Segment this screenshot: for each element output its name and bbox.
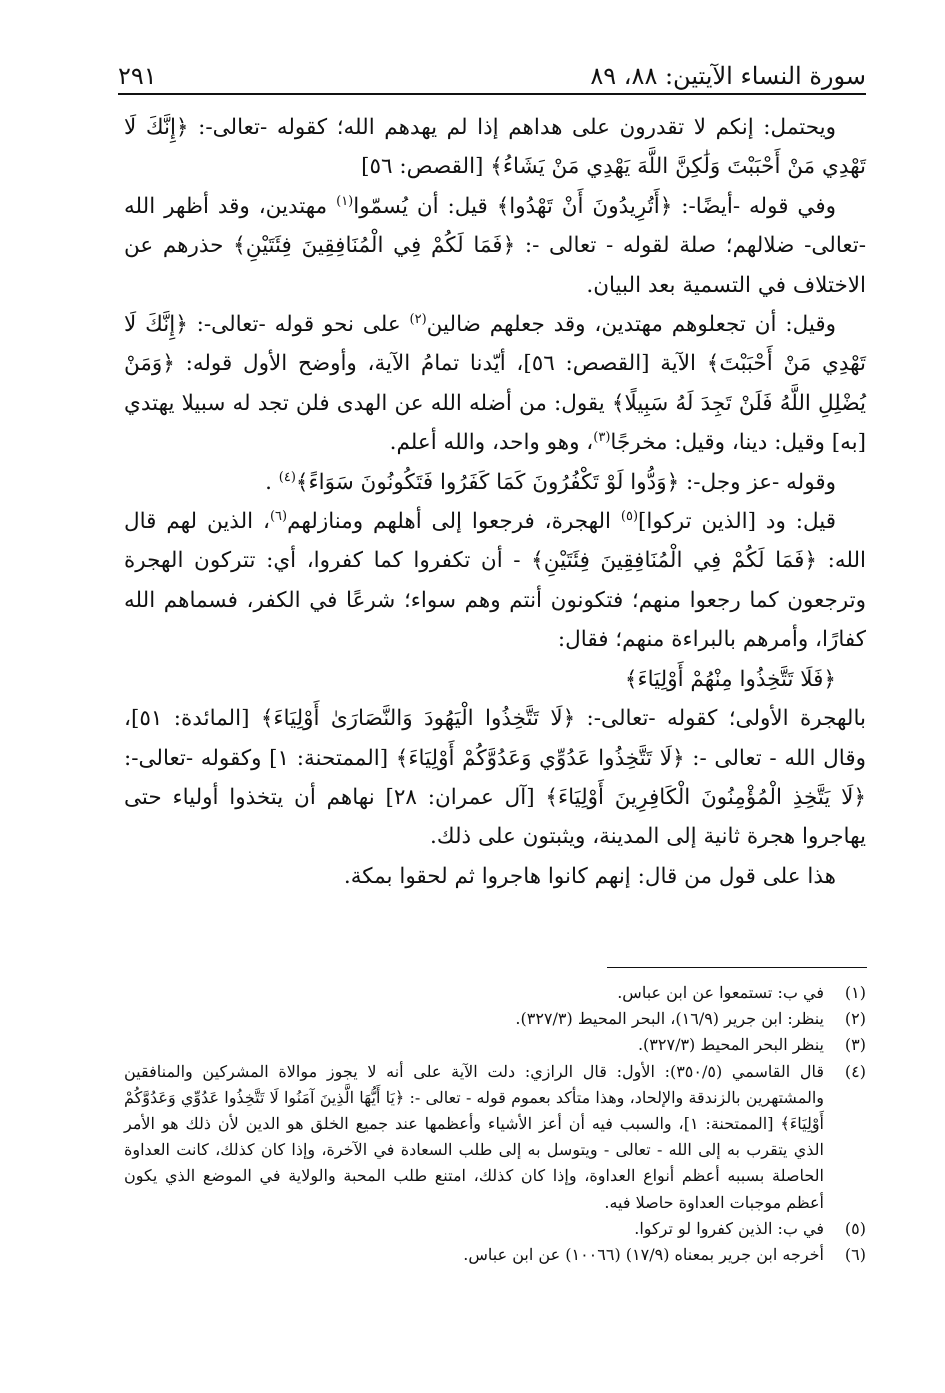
- footnote-2: [124, 1006, 866, 1032]
- footnote-5: [124, 1216, 866, 1242]
- paragraph-6: بالهجرة الأولى؛ كقوله -تعالى-: ﴿لَا تَتَّخِذُوا الْيَهُودَ وَالنَّصَارَىٰ أَوْلِيَاءَ﴾ [المائدة: ٥١]، وقال الله - تعالى -: ﴿لَا تَتَّخِذُوا عَدُوِّي وَعَدُوَّكُمْ أَوْلِيَاءَ﴾ [الممتحنة: ١] وكقوله -تعالى-: ﴿لَا يَتَّخِذِ الْمُؤْمِنُونَ الْكَافِرِينَ أَوْلِيَاءَ﴾ [آل عمران: ٢٨] نهاهم أن يتخذوا أولياء حتى يهاجروا هجرة ثانية إلى المدينة، ويثبتون على ذلك.: [124, 706, 866, 850]
- footnote-ref-5[interactable]: (٥): [620, 508, 639, 524]
- paragraph-1-text: ويحتمل: إنكم لا تقدرون على هداهم إذا لم يهدهم الله؛ كقوله -تعالى-: ﴿إِنَّكَ لَا تَهْدِي مَنْ أَحْبَبْتَ وَلَٰكِنَّ اللَّهَ يَهْدِي مَنْ يَشَاءُ﴾ [القصص: ٥٦]: [124, 115, 866, 180]
- paragraph-1: [124, 108, 866, 187]
- footnote-3: [124, 1032, 866, 1058]
- footnote-divider: [607, 967, 867, 968]
- paragraph-4: [124, 463, 866, 502]
- paragraph-3-text-b: على نحو قوله -تعالى-: ﴿إِنَّكَ لَا تَهْدِي مَنْ أَحْبَبْتَ﴾ الآية [القصص: ٥٦]، أيّدنا تمامُ الآية، وأوضح الأول قوله: ﴿وَمَنْ يُضْلِلِ اللَّهُ فَلَنْ تَجِدَ لَهُ سَبِيلًا﴾ يقول: من أضله الله عن الهدى فلن تجد له سبيلا يهتدي [به] وقيل: دينا، وقيل: مخرجًا: [124, 312, 866, 456]
- footnote-text: ينظر: ابن جرير (١٦/٩)، البحر المحيط (٣٢٧/٣).: [515, 1009, 824, 1029]
- footnote-number: (١): [844, 983, 866, 1002]
- footnotes: [124, 980, 866, 1268]
- footnote-ref-1[interactable]: (١): [336, 193, 354, 209]
- paragraph-3-text-a: وقيل: أن تجعلوهم مهتدين، وقد جعلهم ضالين: [426, 312, 836, 338]
- paragraph-5: [124, 502, 866, 660]
- footnote-text: في ب: الذين كفروا لو تركوا.: [634, 1218, 824, 1238]
- quoted-verse: ﴿فَلَا تَتَّخِذُوا مِنْهُمْ أَوْلِيَاءَ﴾: [624, 666, 836, 692]
- paragraph-4-text-a: وقوله -عز وجل-: ﴿وَدُّوا لَوْ تَكْفُرُونَ كَمَا كَفَرُوا فَتَكُونُونَ سَوَاءً﴾: [295, 469, 836, 495]
- footnote-6: [124, 1242, 866, 1268]
- header-divider: [118, 93, 866, 95]
- footnote-number: (٦): [844, 1245, 866, 1265]
- main-text: [124, 108, 866, 896]
- paragraph-2: [124, 187, 866, 305]
- paragraph-7: هذا على قول من قال: إنهم كانوا هاجروا ثم لحقوا بمكة.: [343, 863, 836, 889]
- paragraph-3: [124, 305, 866, 463]
- page-number: ٢٩١: [118, 62, 157, 90]
- footnote-number: (٤): [844, 1061, 866, 1081]
- paragraph-2-text-a: وفي قوله -أيضًا-: ﴿أَتُرِيدُونَ أَنْ تَهْدُوا﴾ قيل: أن يُسمّوا: [353, 193, 836, 219]
- paragraph-3-text-c: ، وهو واحد، والله أعلم.: [389, 430, 594, 456]
- paragraph-5-text-b: الهجرة، فرجعوا إلى أهلهم ومنازلهم: [287, 509, 621, 535]
- footnote-text: أخرجه ابن جرير بمعناه (١٧/٩) (١٠٠٦٦) عن ابن عباس.: [463, 1245, 824, 1265]
- footnote-ref-6[interactable]: (٦): [269, 508, 288, 524]
- paragraph-5-text-c: ، الذين لهم قال الله: ﴿فَمَا لَكُمْ فِي الْمُنَافِقِينَ فِئَتَيْنِ﴾ - أن تكفروا كما كفروا، أي: تتركون الهجرة وترجعون كما رجعوا منهم؛ فتكونون أنتم وهم سواء؛ شرعًا في الكفر، فسماهم الله كفارًا، وأمرهم بالبراءة منهم؛ فقال:: [124, 509, 866, 653]
- footnote-ref-4[interactable]: (٤): [278, 469, 296, 485]
- footnote-1: [124, 980, 866, 1006]
- footnote-number: (٢): [844, 1009, 866, 1029]
- page-header: [118, 48, 866, 90]
- footnote-text: ينظر البحر المحيط (٣٢٧/٣).: [637, 1035, 824, 1055]
- footnote-number: (٥): [844, 1218, 866, 1238]
- footnote-ref-2[interactable]: (٢): [409, 311, 427, 327]
- footnote-text: قال القاسمي (٣٥٠/٥): الأول: قال الرازي: دلت الآية على أنه لا يجوز موالاة المشركين والمنافقين والمشتهرين بالزندقة والإلحاد، وهذا متأكد بعموم قوله - تعالى -: ﴿يَا أَيُّهَا الَّذِينَ آمَنُوا لَا تَتَّخِذُوا عَدُوِّي وَعَدُوَّكُمْ أَوْلِيَاءَ﴾ [الممتحنة: ١]، والسبب فيه أن أعز الأشياء وأعظمها عند جميع الخلق هو الدين لأن ذلك هو الأمر الذي يتقرب به إلى الله - تعالى - ويتوسل به إلى طلب السعادة في الآخرة، وإذا كان كذلك، كانت العداوة الحاصلة بسببه أعظم أنواع العداوة، وإذا كان كذلك، امتنع طلب المحبة والولاية في الموضع الذي يكون أعظم موجبات العداوة حاصلا فيه.: [124, 1061, 825, 1212]
- footnote-ref-3[interactable]: (٣): [593, 430, 611, 446]
- surah-title: سورة النساء الآيتين: ٨٨، ٨٩: [590, 62, 866, 90]
- footnote-number: (٣): [844, 1035, 866, 1055]
- paragraph-2-text-b: مهتدين، وقد أظهر الله -تعالى- ضلالهم؛ صلة لقوله - تعالى -: ﴿فَمَا لَكُمْ فِي الْمُنَافِقِينَ فِئَتَيْنِ﴾ حذرهم عن الاختلاف في التسمية بعد البيان.: [124, 193, 866, 298]
- footnote-4: [124, 1059, 866, 1216]
- paragraph-5-text-a: قيل: ود [الذين تركوا]: [638, 509, 836, 535]
- footnote-text: في ب: تستمعوا عن ابن عباس.: [617, 983, 824, 1002]
- paragraph-4-text-b: .: [265, 469, 279, 495]
